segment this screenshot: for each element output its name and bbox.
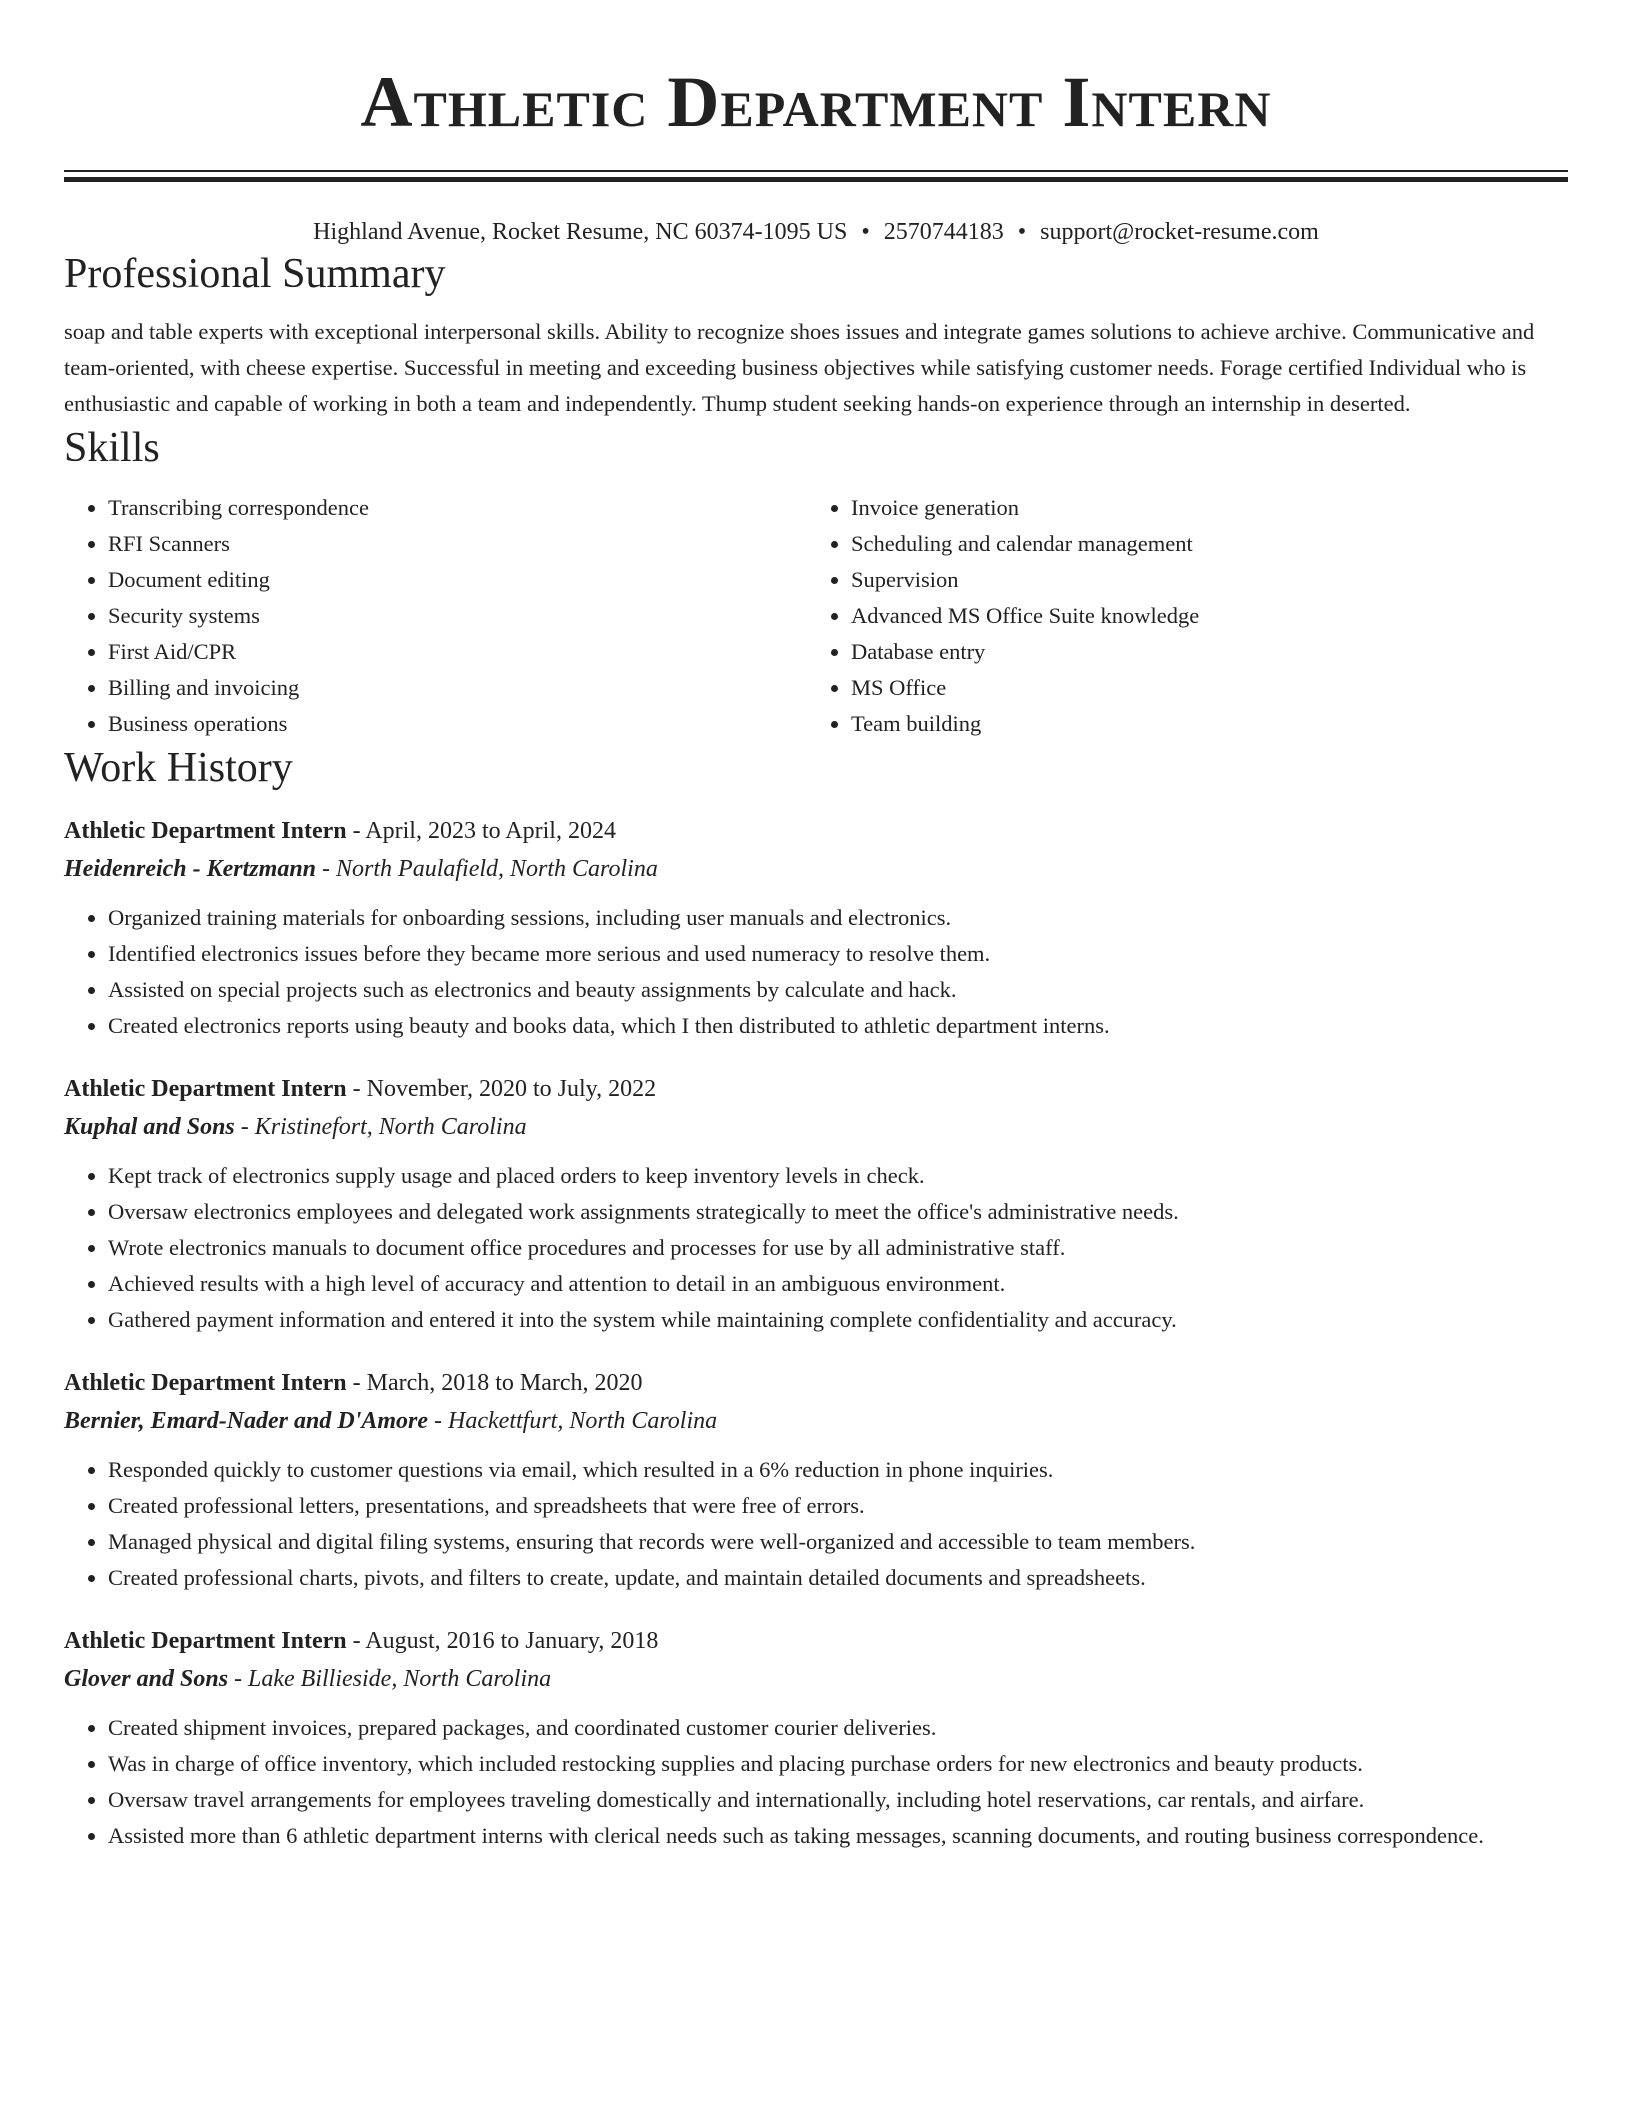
- job-bullet: • Created electronics reports using beauty and books data, which I then distributed to athletic department interns.: [108, 1008, 1568, 1044]
- contact-separator: •: [1017, 219, 1027, 245]
- job-bullet-list: [64, 1158, 1568, 1338]
- contact-email: support@rocket-resume.com: [1040, 219, 1319, 245]
- job-bullet: • Kept track of electronics supply usage and placed orders to keep inventory levels in check.: [108, 1158, 1568, 1194]
- job-company: Kuphal and Sons: [64, 1114, 235, 1140]
- skill-item: • Supervision: [851, 562, 1550, 598]
- job-bullet: • Identified electronics issues before they became more serious and used numeracy to resolve them.: [108, 936, 1568, 972]
- job-dates: August, 2016 to January, 2018: [365, 1628, 659, 1654]
- job-title: Athletic Department Intern: [64, 1628, 347, 1654]
- job-entry: [64, 812, 1568, 1044]
- skill-item: • MS Office: [851, 670, 1550, 706]
- job-company: Heidenreich - Kertzmann: [64, 856, 317, 882]
- job-company: Glover and Sons: [64, 1666, 229, 1692]
- job-dates: March, 2018 to March, 2020: [366, 1370, 643, 1396]
- job-bullet: • Created professional charts, pivots, and filters to create, update, and maintain detailed documents and spreadsheets.: [108, 1560, 1568, 1596]
- skill-item: • Database entry: [851, 634, 1550, 670]
- job-bullet: • Organized training materials for onboarding sessions, including user manuals and electronics.: [108, 900, 1568, 936]
- job-bullet: • Wrote electronics manuals to document office procedures and processes for use by all administrative staff.: [108, 1230, 1568, 1266]
- contact-address: Highland Avenue, Rocket Resume, NC 60374-1095 US: [313, 219, 848, 245]
- job-title-line: [64, 1364, 1568, 1402]
- job-bullet: • Oversaw travel arrangements for employees traveling domestically and internationally, including hotel reservations, car rentals, and airfare.: [108, 1782, 1568, 1818]
- job-bullet-list: [64, 1710, 1568, 1854]
- resume-name: Athletic Department Intern: [360, 62, 1272, 142]
- skills-list: [64, 490, 1568, 742]
- job-dash: -: [228, 1666, 249, 1692]
- skill-item: • Scheduling and calendar management: [851, 526, 1550, 562]
- job-bullet-list: [64, 900, 1568, 1044]
- section-heading-summary: Professional Summary: [64, 251, 446, 297]
- job-entry: [64, 1364, 1568, 1596]
- job-entry: [64, 1070, 1568, 1338]
- job-dash: -: [346, 1076, 367, 1102]
- summary-text: soap and table experts with exceptional interpersonal skills. Ability to recognize shoes issues and integrate games solutions to achieve archive. Communicative and team-oriented, with cheese expertise. Successful in meeting and exceeding business objectives while satisfying customer needs. Forage certified Individual who is enthusiastic and capable of working in both a team and independently. Thump student seeking hands-on experience through an internship in deserted.: [64, 319, 1535, 416]
- skill-item: • Security systems: [108, 598, 807, 634]
- job-bullet: • Was in charge of office inventory, which included restocking supplies and placing purchase orders for new electronics and beauty products.: [108, 1746, 1568, 1782]
- job-bullet: • Created professional letters, presentations, and spreadsheets that were free of errors.: [108, 1488, 1568, 1524]
- contact-line: [64, 216, 1568, 248]
- job-title: Athletic Department Intern: [64, 1370, 347, 1396]
- job-dash: -: [428, 1408, 449, 1434]
- job-bullet: • Created shipment invoices, prepared packages, and coordinated customer courier deliveries.: [108, 1710, 1568, 1746]
- contact-phone: 2570744183: [883, 219, 1004, 245]
- job-bullet: • Assisted more than 6 athletic department interns with clerical needs such as taking messages, scanning documents, and routing business correspondence.: [108, 1818, 1568, 1854]
- job-bullet: • Assisted on special projects such as electronics and beauty assignments by calculate and hack.: [108, 972, 1568, 1008]
- skill-item: • Team building: [851, 706, 1550, 742]
- job-entry: [64, 1622, 1568, 1854]
- job-dash: -: [346, 818, 366, 844]
- skill-item: • RFI Scanners: [108, 526, 807, 562]
- contact-separator: •: [861, 219, 870, 245]
- company-line: [64, 1108, 1568, 1146]
- job-dash: -: [316, 856, 337, 882]
- job-bullet-list: [64, 1452, 1568, 1596]
- skill-item: • Invoice generation: [851, 490, 1550, 526]
- job-bullet: • Managed physical and digital filing systems, ensuring that records were well-organized and accessible to team members.: [108, 1524, 1568, 1560]
- skills-column-left: [64, 490, 807, 742]
- job-bullet: • Achieved results with a high level of accuracy and attention to detail in an ambiguous environment.: [108, 1266, 1568, 1302]
- job-bullet: • Responded quickly to customer questions via email, which resulted in a 6% reduction in phone inquiries.: [108, 1452, 1568, 1488]
- job-title-line: [64, 812, 1568, 850]
- job-location: Kristinefort, North Carolina: [254, 1114, 527, 1140]
- job-company: Bernier, Emard-Nader and D'Amore: [64, 1408, 429, 1434]
- work-history-list: [64, 812, 1568, 1854]
- job-title: Athletic Department Intern: [64, 1076, 347, 1102]
- job-title-line: [64, 1622, 1568, 1660]
- job-title: Athletic Department Intern: [64, 818, 347, 844]
- skill-item: • Document editing: [108, 562, 807, 598]
- job-dates: April, 2023 to April, 2024: [365, 818, 616, 844]
- job-dates: November, 2020 to July, 2022: [366, 1076, 657, 1102]
- header-divider: [64, 170, 1568, 182]
- job-dash: -: [346, 1370, 367, 1396]
- job-location: Lake Billieside, North Carolina: [248, 1666, 552, 1692]
- company-line: [64, 1660, 1568, 1698]
- skill-item: • Transcribing correspondence: [108, 490, 807, 526]
- job-bullet: • Gathered payment information and entered it into the system while maintaining complete confidentiality and accuracy.: [108, 1302, 1568, 1338]
- job-location: North Paulafield, North Carolina: [336, 856, 658, 882]
- job-location: Hackettfurt, North Carolina: [448, 1408, 718, 1434]
- skill-item: • Billing and invoicing: [108, 670, 807, 706]
- skills-column-right: [807, 490, 1550, 742]
- skill-item: • First Aid/CPR: [108, 634, 807, 670]
- job-dash: -: [234, 1114, 255, 1140]
- company-line: [64, 1402, 1568, 1440]
- skill-item: • Advanced MS Office Suite knowledge: [851, 598, 1550, 634]
- skill-item: • Business operations: [108, 706, 807, 742]
- job-bullet: • Oversaw electronics employees and delegated work assignments strategically to meet the office's administrative needs.: [108, 1194, 1568, 1230]
- job-title-line: [64, 1070, 1568, 1108]
- job-dash: -: [346, 1628, 366, 1654]
- company-line: [64, 850, 1568, 888]
- section-heading-skills: Skills: [64, 425, 160, 471]
- section-heading-work-history: Work History: [64, 745, 293, 791]
